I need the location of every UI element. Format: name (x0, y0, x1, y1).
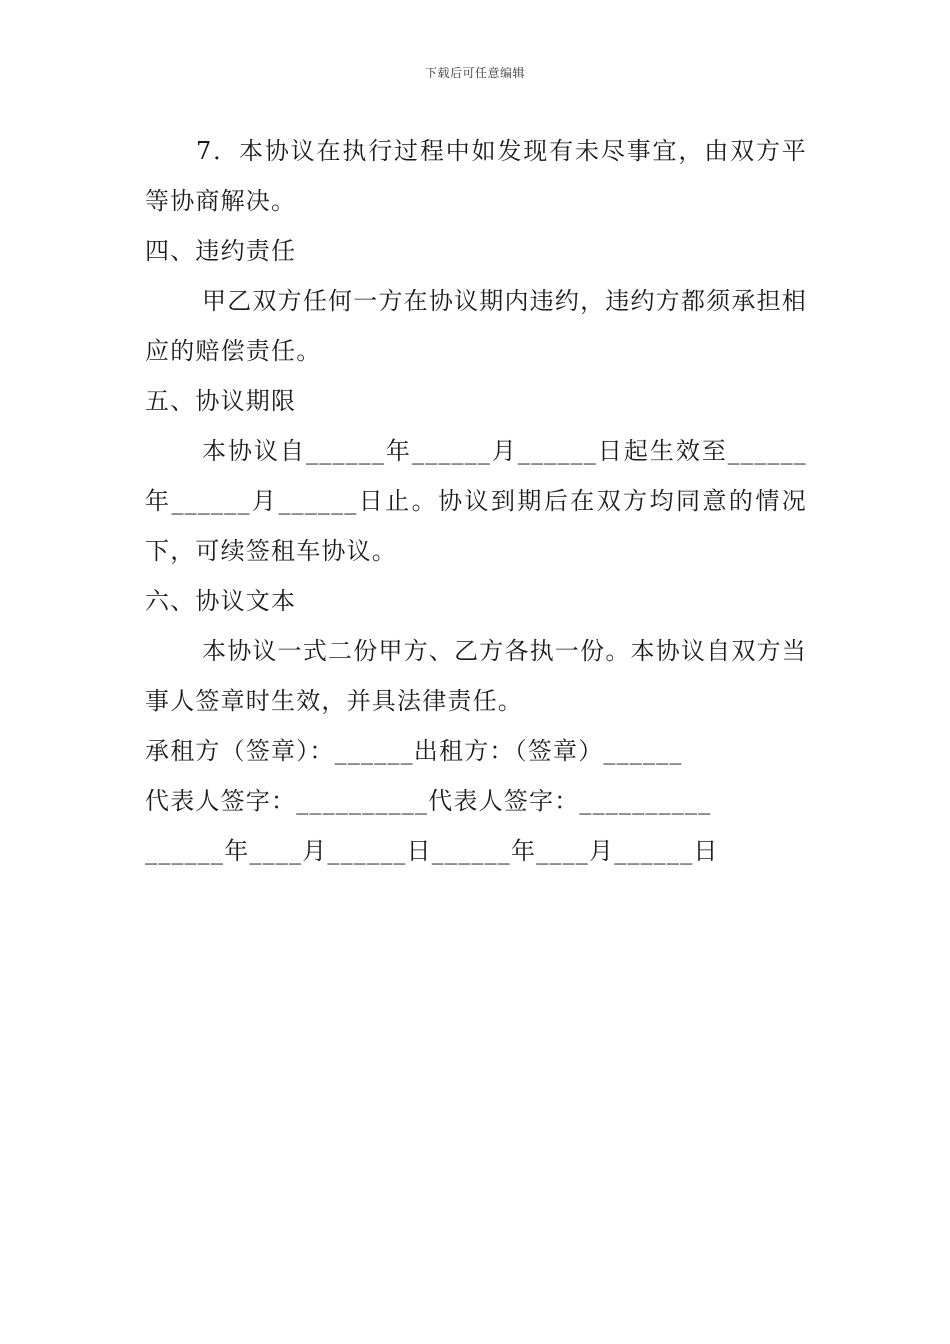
section-5-title: 五、协议期限 (145, 387, 297, 415)
section-4-body: 甲乙双方任何一方在协议期内违约，违约方都须承担相应的赔偿责任。 (145, 287, 807, 365)
section-5-body: 本协议自______年______月______日起生效至______年______月______日止。协议到期后在双方均同意的情况下，可续签租车协议。 (145, 437, 807, 565)
page-header-note: 下载后可任意编辑 (424, 66, 525, 80)
section-6-title: 六、协议文本 (145, 587, 297, 615)
section-4-title: 四、违约责任 (145, 237, 297, 265)
date-line: ______年____月______日______年____月______日 (145, 837, 719, 865)
signature-line: 承租方（签章）：______出租方：（签章）______ (145, 737, 683, 765)
representative-line: 代表人签字：__________代表人签字：__________ (145, 787, 712, 815)
document-body (145, 126, 807, 876)
section-6-body: 本协议一式二份甲方、乙方各执一份。本协议自双方当事人签章时生效，并具法律责任。 (145, 637, 807, 715)
clause-7: 7．本协议在执行过程中如发现有未尽事宜，由双方平等协商解决。 (145, 137, 807, 215)
